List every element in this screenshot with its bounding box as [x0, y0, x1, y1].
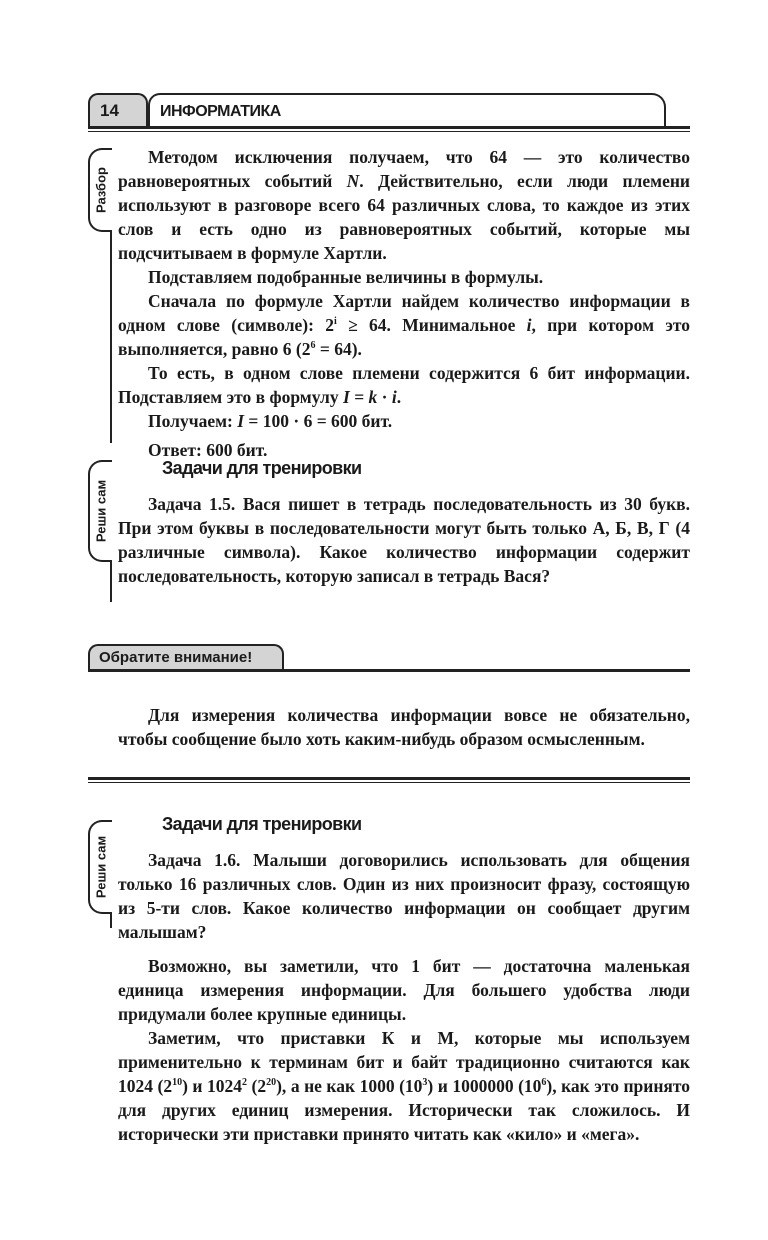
callout-divider: [88, 669, 690, 672]
text-run: То есть, в одном слове племени содержится 6 бит информации. Подставляем это в формулу: [118, 363, 690, 407]
task-1-5-text: [118, 492, 690, 588]
text-run: Задача 1.6. Малыши договорились использовать для общения только 16 различных слов. Один из них произносит фразу, состоящую из 5-ти слов. Какое количество информации он сообщает другим малышам?: [118, 850, 690, 942]
text-run: .: [396, 387, 402, 407]
callout-label: Обратите внимание!: [88, 644, 284, 670]
text-run: ), как это принято для других единиц измерения. Исторически так сложилось. И исторически эти приставки принято читать как «кило» и «мега».: [118, 1076, 691, 1144]
text-run: (2: [247, 1076, 267, 1096]
text-run: Заметим, что приставки К и М, которые мы используем применительно к терминам бит и байт традиционно считаются как 1024 (2: [118, 1028, 690, 1096]
superscript: 10: [172, 1077, 183, 1088]
math-variable: k: [368, 387, 378, 407]
text-run: , при котором это выполняется, равно 6 (2: [118, 315, 690, 359]
header-divider: [88, 126, 690, 132]
side-tab-label: Разбор: [93, 167, 109, 213]
running-header-title: ИНФОРМАТИКА: [148, 93, 666, 127]
text-run: . Действительно, если люди племени используют в разговоре всего 64 различных слова, то каждое из этих слов и есть одно из равновероятных событий, которые мы подсчитываем в формуле Хартли.: [118, 171, 691, 263]
closing-text: [118, 954, 690, 1146]
math-variable: N: [346, 171, 360, 191]
text-run: Ответ: 600 бит.: [148, 440, 268, 460]
superscript: i: [334, 316, 337, 327]
section-divider: [88, 777, 690, 783]
side-tab-razbor: [88, 148, 112, 232]
text-run: = 100 · 6 = 600 бит.: [244, 411, 393, 431]
paragraph: [118, 492, 690, 588]
solution-text: [118, 145, 690, 462]
task-1-6-text: [118, 848, 690, 944]
text-run: ≥ 64. Минимальное: [336, 315, 527, 335]
math-variable: I: [343, 387, 350, 407]
paragraph: [118, 409, 690, 433]
side-rule: [110, 560, 112, 602]
paragraph: [118, 703, 690, 751]
text-run: Подставляем подобранные величины в формулы.: [148, 267, 544, 287]
side-tab-reshi-sam: [88, 460, 112, 562]
superscript: 2: [242, 1077, 248, 1088]
paragraph: [118, 848, 690, 944]
callout-text: [118, 703, 690, 751]
text-run: Получаем:: [148, 411, 238, 431]
side-rule: [110, 912, 112, 928]
paragraph: [118, 145, 690, 265]
text-run: ·: [377, 387, 392, 407]
paragraph: [118, 265, 690, 289]
side-tab-label: Реши сам: [93, 479, 109, 543]
math-variable: i: [391, 387, 397, 407]
superscript: 3: [422, 1077, 428, 1088]
side-tab-reshi-sam: [88, 820, 112, 914]
superscript: 6: [541, 1077, 547, 1088]
text-run: = 64).: [315, 339, 362, 359]
text-run: ), а не как 1000 (10: [276, 1076, 423, 1096]
superscript: 20: [266, 1077, 277, 1088]
math-variable: i: [526, 315, 532, 335]
text-run: ) и 1000000 (10: [427, 1076, 542, 1096]
text-run: Методом исключения получаем, что 64 — это количество равновероятных событий: [118, 147, 690, 191]
math-variable: I: [237, 411, 245, 431]
text-run: Возможно, вы заметили, что 1 бит — достаточна маленькая единица измерения информации. Для большего удобства люди придумали более крупные единицы.: [118, 956, 690, 1024]
page-number: 14: [88, 93, 148, 127]
paragraph: [118, 954, 690, 1026]
text-run: Задача 1.5. Вася пишет в тетрадь последовательность из 30 букв. При этом буквы в последовательности могут быть только А, Б, В, Г (4 различные символа). Какое количество информации содержит последовательность, которую записал в тетрадь Вася?: [118, 494, 690, 586]
paragraph: [118, 361, 690, 409]
section-title: Задачи для тренировки: [162, 458, 362, 478]
superscript: 6: [310, 340, 316, 351]
section-title: Задачи для тренировки: [162, 814, 362, 834]
text-run: Сначала по формуле Хартли найдем количество информации в одном слове (символе): 2: [118, 291, 690, 335]
side-tab-label: Реши сам: [93, 835, 109, 899]
side-rule: [110, 230, 112, 443]
paragraph: [118, 1026, 690, 1146]
text-run: =: [349, 387, 369, 407]
text-run: Для измерения количества информации вовсе не обязательно, чтобы сообщение было хоть каким-нибудь образом осмысленным.: [118, 705, 690, 749]
text-run: ) и 1024: [182, 1076, 243, 1096]
paragraph: [118, 289, 690, 361]
